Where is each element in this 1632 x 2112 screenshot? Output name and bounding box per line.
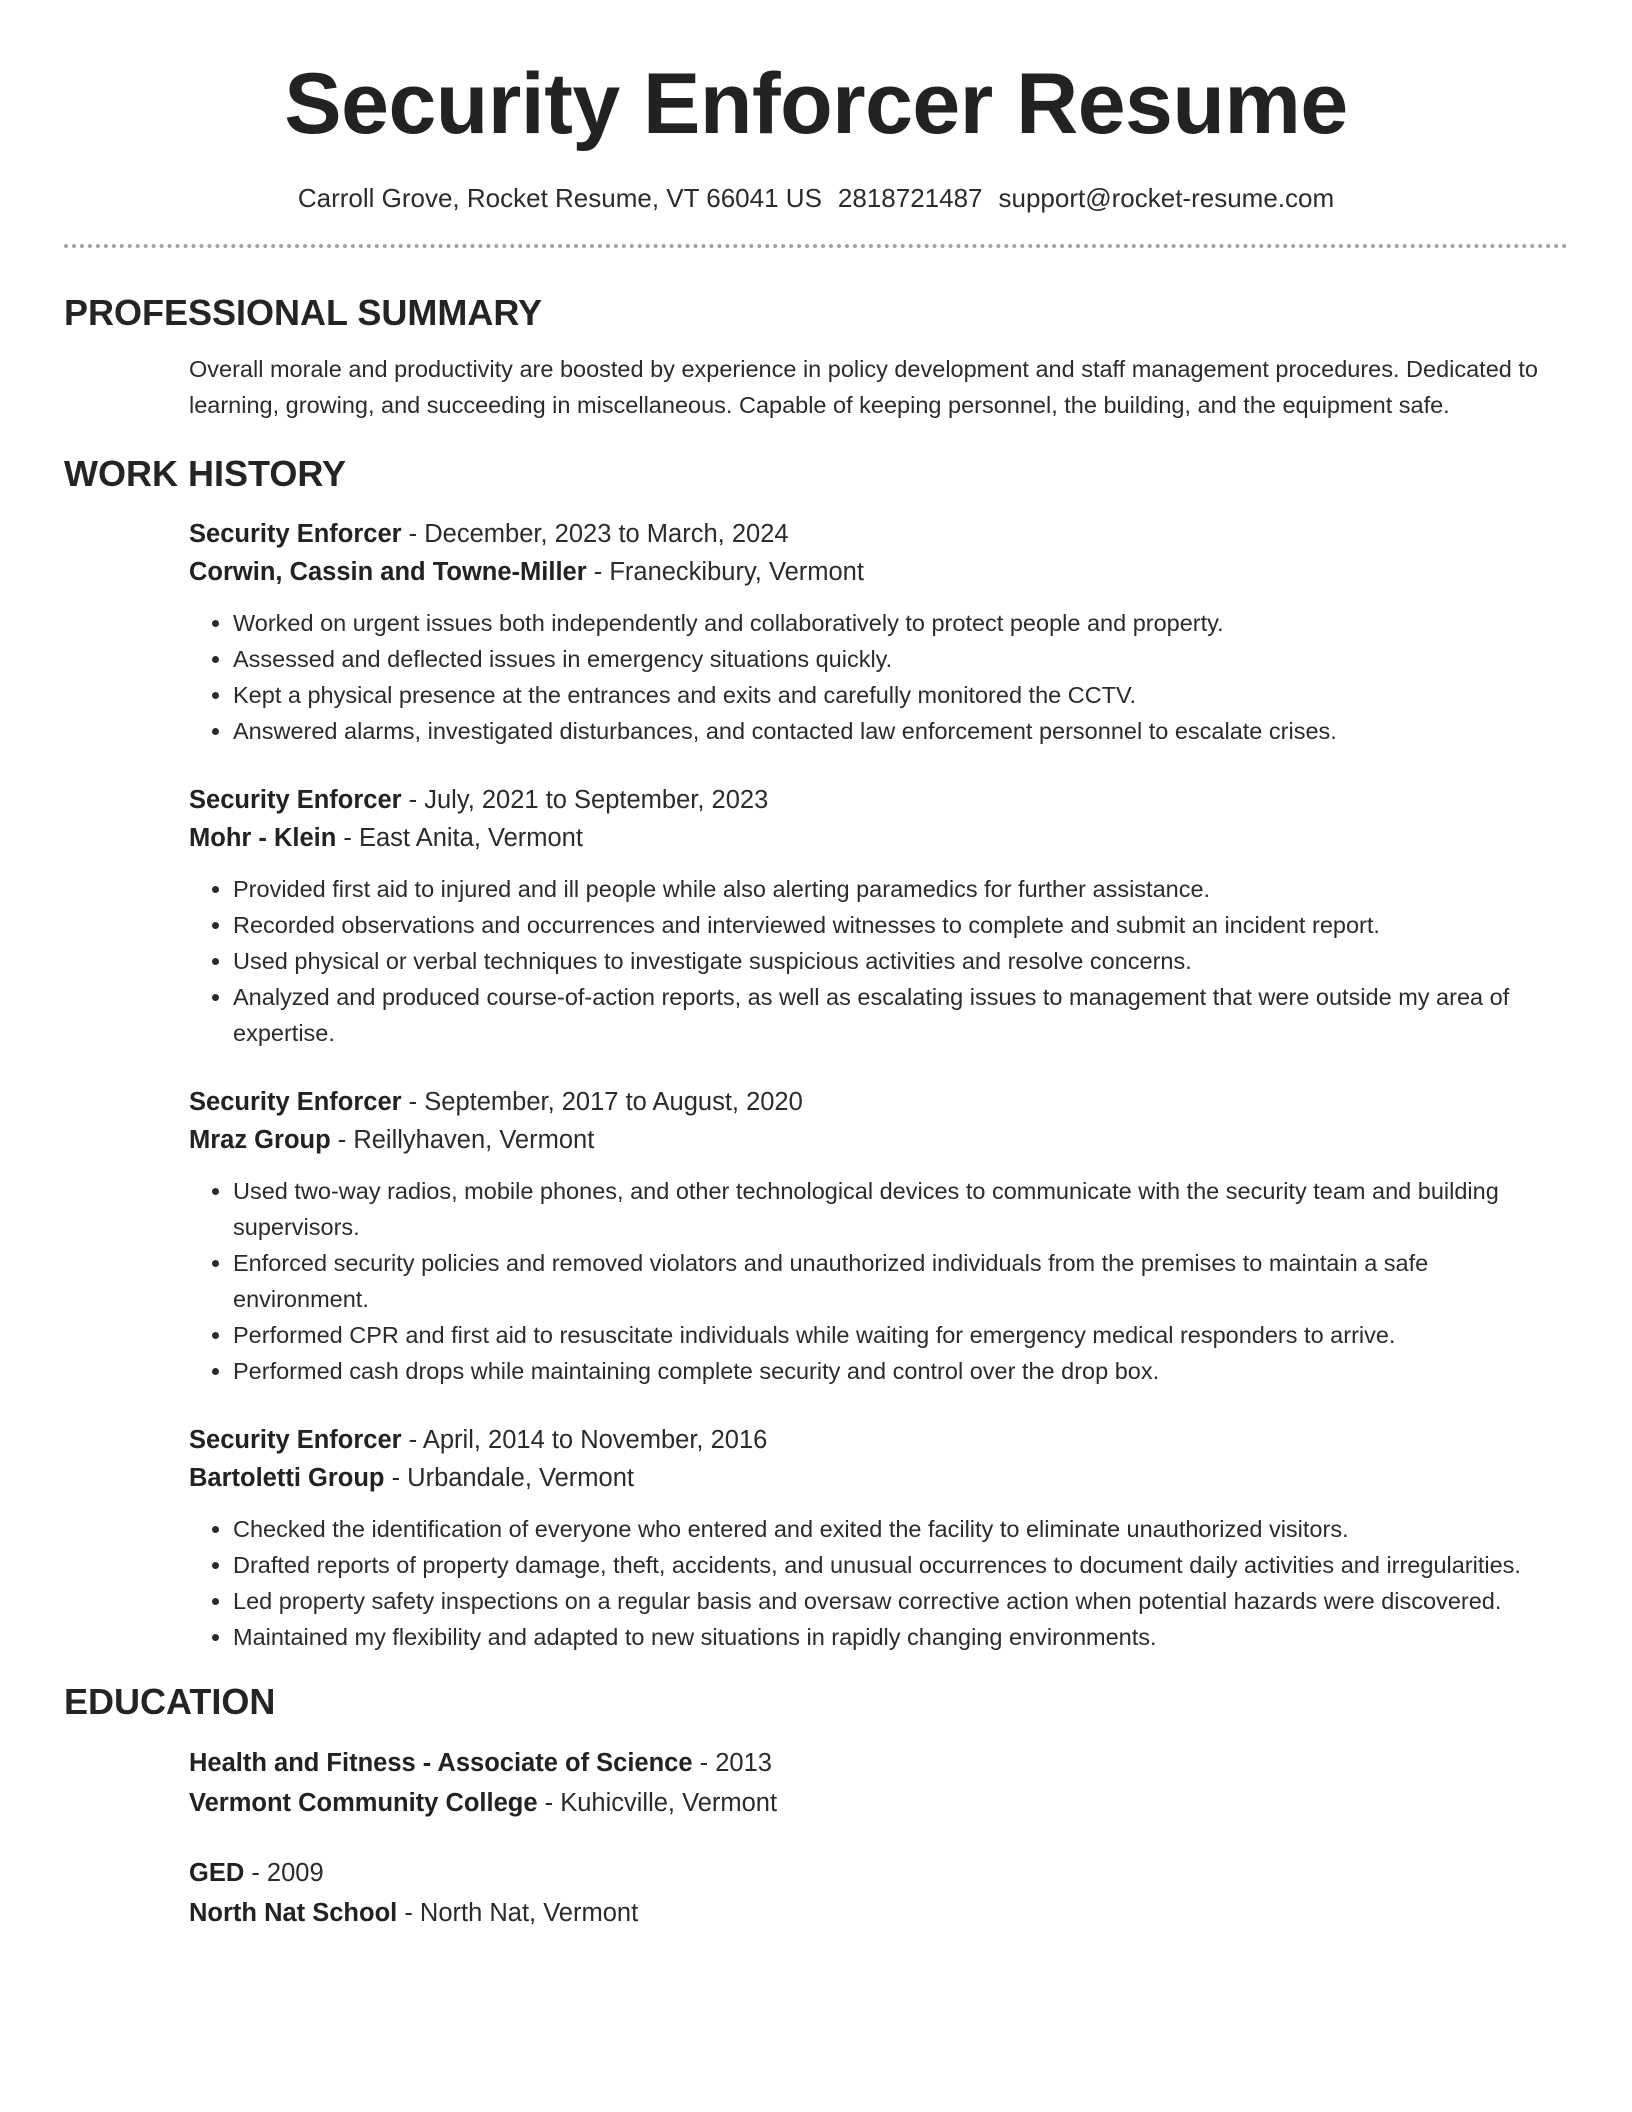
job-company: Corwin, Cassin and Towne-Miller xyxy=(189,558,587,586)
job-bullet: • Led property safety inspections on a regular basis and oversaw corrective action when potential hazards were discovered. xyxy=(233,1583,1568,1619)
contact-info xyxy=(64,182,1568,214)
job-bullets xyxy=(189,1173,1568,1389)
education-degree-line xyxy=(189,1743,1568,1783)
job-title: Security Enforcer xyxy=(189,786,402,814)
education-location: - Kuhicville, Vermont xyxy=(537,1789,778,1817)
job-location: - Reillyhaven, Vermont xyxy=(330,1126,595,1154)
education-year: - 2013 xyxy=(692,1749,772,1777)
job-entry xyxy=(189,1421,1568,1655)
job-bullets xyxy=(189,871,1568,1051)
work-history-section xyxy=(64,453,1568,1655)
job-bullet: • Answered alarms, investigated disturbances, and contacted law enforcement personnel to escalate crises. xyxy=(233,713,1568,749)
job-dates: - December, 2023 to March, 2024 xyxy=(401,520,789,548)
job-company: Mraz Group xyxy=(189,1126,331,1154)
summary-heading: PROFESSIONAL SUMMARY xyxy=(64,292,543,333)
job-bullets xyxy=(189,605,1568,749)
education-degree: Health and Fitness - Associate of Science xyxy=(189,1749,693,1777)
job-location: - East Anita, Vermont xyxy=(336,824,583,852)
education-degree: GED xyxy=(189,1859,245,1887)
job-title-line xyxy=(189,1083,1568,1121)
education-entry xyxy=(189,1853,1568,1933)
job-entry xyxy=(189,515,1568,749)
job-bullets xyxy=(189,1511,1568,1655)
job-title-line xyxy=(189,781,1568,819)
education-school: Vermont Community College xyxy=(189,1789,538,1817)
job-bullet: • Enforced security policies and removed violators and unauthorized individuals from the premises to maintain a safe environment. xyxy=(233,1245,1568,1317)
job-entry xyxy=(189,1083,1568,1389)
job-bullet: • Maintained my flexibility and adapted to new situations in rapidly changing environments. xyxy=(233,1619,1568,1655)
education-school: North Nat School xyxy=(189,1899,398,1927)
education-school-line xyxy=(189,1893,1568,1933)
contact-email: support@rocket-resume.com xyxy=(998,183,1335,213)
job-bullet: • Performed CPR and first aid to resuscitate individuals while waiting for emergency medical responders to arrive. xyxy=(233,1317,1568,1353)
job-bullet: • Kept a physical presence at the entrances and exits and carefully monitored the CCTV. xyxy=(233,677,1568,713)
job-bullet: • Performed cash drops while maintaining complete security and control over the drop box. xyxy=(233,1353,1568,1389)
job-location: - Franeckibury, Vermont xyxy=(586,558,864,586)
job-company-line xyxy=(189,1459,1568,1497)
job-bullet: • Drafted reports of property damage, theft, accidents, and unusual occurrences to document daily activities and irregularities. xyxy=(233,1547,1568,1583)
job-dates: - April, 2014 to November, 2016 xyxy=(401,1426,768,1454)
job-bullet: • Worked on urgent issues both independently and collaboratively to protect people and property. xyxy=(233,605,1568,641)
education-entry xyxy=(189,1743,1568,1823)
page-title: Security Enforcer Resume xyxy=(284,56,1348,152)
job-bullet: • Analyzed and produced course-of-action reports, as well as escalating issues to management that were outside my area of expertise. xyxy=(233,979,1568,1051)
education-section xyxy=(64,1681,1568,1933)
job-bullet: • Provided first aid to injured and ill people while also alerting paramedics for further assistance. xyxy=(233,871,1568,907)
job-bullet: • Recorded observations and occurrences and interviewed witnesses to complete and submit an incident report. xyxy=(233,907,1568,943)
job-entry xyxy=(189,781,1568,1051)
job-title: Security Enforcer xyxy=(189,1088,402,1116)
job-title: Security Enforcer xyxy=(189,1426,402,1454)
education-heading: EDUCATION xyxy=(64,1681,276,1722)
contact-address: Carroll Grove, Rocket Resume, VT 66041 US xyxy=(297,183,822,213)
summary-section xyxy=(64,292,1568,423)
education-year: - 2009 xyxy=(244,1859,324,1887)
job-company: Bartoletti Group xyxy=(189,1464,385,1492)
job-bullet: • Used physical or verbal techniques to investigate suspicious activities and resolve concerns. xyxy=(233,943,1568,979)
job-company-line xyxy=(189,1121,1568,1159)
education-degree-line xyxy=(189,1853,1568,1893)
job-dates: - July, 2021 to September, 2023 xyxy=(401,786,769,814)
job-title-line xyxy=(189,1421,1568,1459)
job-bullet: • Used two-way radios, mobile phones, and other technological devices to communicate with the security team and building supervisors. xyxy=(233,1173,1568,1245)
job-location: - Urbandale, Vermont xyxy=(384,1464,634,1492)
job-title: Security Enforcer xyxy=(189,520,402,548)
job-title-line xyxy=(189,515,1568,553)
header-divider xyxy=(64,244,1568,248)
job-company: Mohr - Klein xyxy=(189,824,337,852)
job-company-line xyxy=(189,819,1568,857)
work-history-heading: WORK HISTORY xyxy=(64,453,347,494)
education-location: - North Nat, Vermont xyxy=(397,1899,639,1927)
contact-phone: 2818721487 xyxy=(837,183,983,213)
job-bullet: • Checked the identification of everyone who entered and exited the facility to eliminate unauthorized visitors. xyxy=(233,1511,1568,1547)
education-school-line xyxy=(189,1783,1568,1823)
job-dates: - September, 2017 to August, 2020 xyxy=(401,1088,803,1116)
job-company-line xyxy=(189,553,1568,591)
summary-text: Overall morale and productivity are boosted by experience in policy development and staff management procedures. Dedicated to learning, growing, and succeeding in miscellaneous. Capable of keeping personnel, the building, and the equipment safe. xyxy=(189,356,1538,418)
job-bullet: • Assessed and deflected issues in emergency situations quickly. xyxy=(233,641,1568,677)
